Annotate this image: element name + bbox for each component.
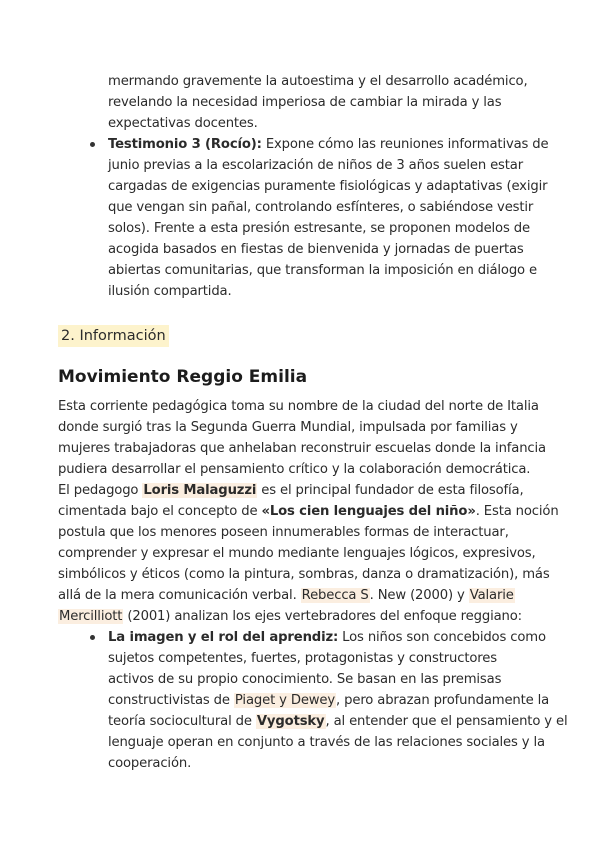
text-span: El pedagogo [58, 483, 143, 498]
page-title: Movimiento Reggio Emilia [58, 367, 308, 387]
list-item-text: Los niños son concebidos como [338, 630, 546, 645]
text-span: cimentada bajo el concepto de [58, 504, 262, 519]
malaguzzi-highlight: Loris Malaguzzi [143, 483, 257, 498]
text-span: allá de la mera comunicación verbal. [58, 588, 301, 603]
list-item-text: Expone cómo las reuniones informativas de [265, 137, 549, 152]
paragraph-line: comprender y expresar el mundo mediante lenguajes lógicos, expresivos, [58, 546, 536, 561]
paragraph-line: simbólicos y éticos (como la pintura, sombras, danza o dramatización), más [58, 567, 550, 582]
imagen-label: La imagen y el rol del aprendiz: [108, 630, 339, 645]
text-span: constructivistas de [108, 693, 234, 708]
list-item-line: sujetos competentes, fuertes, protagonistas y constructores [108, 651, 497, 666]
text-span: . Esta noción [475, 504, 559, 519]
bullet-icon [90, 142, 95, 147]
paragraph-line [58, 482, 524, 500]
rebecca-highlight: Rebecca S [301, 588, 369, 603]
text-span: , pero abrazan profundamente la [336, 693, 550, 708]
paragraph-line [58, 503, 559, 521]
vygotsky-highlight: Vygotsky [256, 714, 325, 729]
list-item-line [108, 692, 549, 710]
paragraph-line: donde surgió tras la Segunda Guerra Mundial, impulsada por familias y [58, 420, 518, 435]
text-span: es el principal fundador de esta filosofía, [257, 483, 524, 498]
paragraph-line [58, 587, 515, 605]
text-span: . New (2000) y [369, 588, 469, 603]
text-span: , al entender que el pensamiento y el [325, 714, 568, 729]
list-item-line: abiertas comunitarias, que transforman la imposición en diálogo e [108, 263, 537, 278]
paragraph-line [58, 608, 522, 626]
testimonio-label: Testimonio 3 (Rocío): [108, 137, 262, 152]
valarie-highlight: Valarie [469, 588, 514, 603]
section-heading: 2. Información [58, 325, 169, 347]
mercilliott-highlight: Mercilliott [59, 609, 123, 624]
paragraph-line: expectativas docentes. [108, 116, 258, 131]
list-item-line [108, 136, 549, 154]
list-item-line: activos de su propio conocimiento. Se basan en las premisas [108, 672, 502, 687]
bullet-icon [90, 635, 95, 640]
list-item-line: acogida basados en fiestas de bienvenida y jornadas de puertas [108, 242, 524, 257]
paragraph-line: pudiera desarrollar el pensamiento crítico y la colaboración democrática. [58, 462, 531, 477]
list-item-line [108, 713, 567, 731]
paragraph-line: revelando la necesidad imperiosa de cambiar la mirada y las [108, 95, 502, 110]
paragraph-line: mermando gravemente la autoestima y el desarrollo académico, [108, 74, 528, 89]
paragraph-line: Esta corriente pedagógica toma su nombre de la ciudad del norte de Italia [58, 399, 539, 414]
list-item-line: ilusión compartida. [108, 284, 232, 299]
text-span: teoría sociocultural de [108, 714, 256, 729]
list-item-line: lenguaje operan en conjunto a través de las relaciones sociales y la [108, 735, 545, 750]
list-item-line: cargadas de exigencias puramente fisiológicas y adaptativas (exigir [108, 179, 548, 194]
paragraph-line: mujeres trabajadoras que anhelaban reconstruir escuelas donde la infancia [58, 441, 546, 456]
list-item-line: solos). Frente a esta presión estresante, se proponen modelos de [108, 221, 530, 236]
paragraph-line: postula que los menores poseen innumerables formas de interactuar, [58, 525, 509, 540]
list-item-line: que vengan sin pañal, controlando esfínteres, o sabiéndose vestir [108, 200, 534, 215]
list-item-line: cooperación. [108, 756, 192, 771]
piaget-highlight: Piaget y Dewey [234, 693, 336, 708]
lenguajes-concept: «Los cien lenguajes del niño» [261, 504, 476, 519]
list-item-line: junio previas a la escolarización de niños de 3 años suelen estar [108, 158, 524, 173]
text-span: (2001) analizan los ejes vertebradores del enfoque reggiano: [123, 609, 522, 624]
list-item-line [108, 629, 546, 647]
